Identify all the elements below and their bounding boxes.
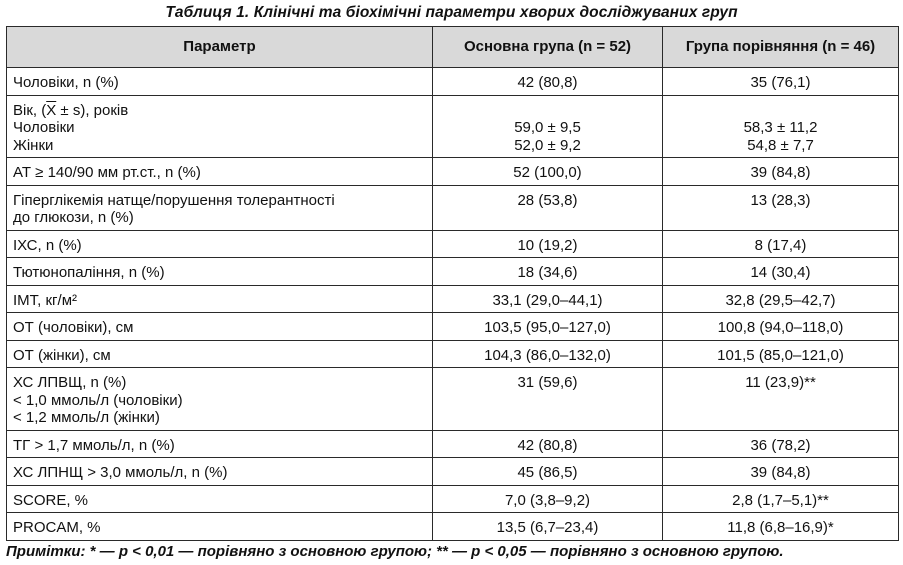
param-cell [7,158,433,186]
main-value-cell [433,285,663,313]
table-row [7,68,899,96]
param-text: < 1,2 ммоль/л (жінки) [13,409,160,426]
comparison-value-cell [663,258,899,286]
comparison-value: 100,8 (94,0–118,0) [717,319,844,336]
comparison-value-cell [663,185,899,230]
age-suffix: ± s), років [56,101,129,119]
comparison-value: 11,8 (6,8–16,9)* [727,519,834,536]
table-row [7,430,899,458]
param-cell [7,368,433,431]
param-cell [7,68,433,96]
comparison-value: 101,5 (85,0–121,0) [717,346,844,364]
param-cell [7,230,433,258]
main-value-cell [433,313,663,341]
table-row [7,458,899,486]
main-value: 104,3 (86,0–132,0) [484,346,611,364]
table-row [7,95,899,158]
param-text: Чоловіки, n (%) [13,74,119,91]
param-text: Жінки [13,136,54,154]
param-cell [7,340,433,368]
param-cell [7,185,433,230]
param-text: ХС ЛПВЩ, n (%) [13,374,127,391]
table-row [7,513,899,541]
table-caption: Таблиця 1. Клінічні та біохімічні параметри хворих досліджуваних груп [165,4,738,21]
comparison-value: 54,8 ± 7,7 [747,136,814,154]
main-value-cell [433,68,663,96]
param-cell [7,458,433,486]
table-row [7,313,899,341]
comparison-value: 8 (17,4) [754,236,807,254]
main-value: 59,0 ± 9,5 [514,119,581,136]
param-text: ТГ > 1,7 ммоль/л, n (%) [13,436,175,454]
mean-symbol: $\overline{X}$ [46,101,57,119]
main-value: 45 (86,5) [517,464,578,481]
param-text: Чоловіки [13,119,75,136]
comparison-value: 36 (78,2) [750,436,811,454]
main-value-cell [433,95,663,158]
comparison-value: 35 (76,1) [750,74,811,91]
table-header-row [7,27,899,68]
comparison-value-cell [663,458,899,486]
comparison-value-cell [663,368,899,431]
table-notes: Примітки: * — p < 0,01 — порівняно з основною групою; ** — p < 0,05 — порівняно з основною групою. [6,543,784,560]
comparison-value: 32,8 (29,5–42,7) [725,291,836,309]
param-text: ОТ (жінки), см [13,346,111,364]
param-text: ІМТ, кг/м² [13,291,78,309]
param-text: ХС ЛПНЩ > 3,0 ммоль/л, n (%) [13,464,228,481]
main-value-cell [433,430,663,458]
comparison-value-cell [663,95,899,158]
main-value-cell [433,485,663,513]
comparison-value-cell [663,68,899,96]
main-value-cell [433,513,663,541]
comparison-value: 39 (84,8) [750,464,811,481]
comparison-value-cell [663,513,899,541]
comparison-value: 58,3 ± 11,2 [743,119,818,136]
comparison-value-cell [663,485,899,513]
main-value: 10 (19,2) [517,236,578,254]
table-row [7,340,899,368]
comparison-value-cell [663,230,899,258]
param-text: АТ ≥ 140/90 мм рт.ст., n (%) [13,164,201,181]
param-cell [7,313,433,341]
comparison-value-cell [663,313,899,341]
main-value: 42 (80,8) [517,436,578,454]
clinical-parameters-table [6,26,899,541]
table-row [7,258,899,286]
main-value-cell [433,340,663,368]
main-value: 33,1 (29,0–44,1) [492,291,603,309]
comparison-value-cell [663,285,899,313]
main-value: 18 (34,6) [517,264,578,281]
param-cell [7,95,433,158]
main-value-cell [433,458,663,486]
comparison-value-cell [663,430,899,458]
main-value-cell [433,230,663,258]
main-value: 52,0 ± 9,2 [514,136,581,154]
table-row [7,285,899,313]
comparison-value-cell [663,158,899,186]
param-text: ОТ (чоловіки), см [13,319,134,336]
comparison-value: 13 (28,3) [750,191,811,209]
comparison-value: 2,8 (1,7–5,1)** [732,491,829,509]
main-value: 7,0 (3,8–9,2) [504,491,591,509]
table-row [7,485,899,513]
table-row [7,368,899,431]
header-main-group: Основна група (n = 52) [433,27,663,68]
table-row [7,185,899,230]
param-text: PROCAM, % [13,519,101,536]
param-text: ІХС, n (%) [13,236,82,254]
table-row [7,230,899,258]
header-comparison-group: Група порівняння (n = 46) [663,27,899,68]
main-value-cell [433,258,663,286]
param-cell [7,430,433,458]
main-value-cell [433,185,663,230]
main-value: 52 (100,0) [513,164,582,181]
param-cell [7,258,433,286]
main-value: 103,5 (95,0–127,0) [484,319,611,336]
main-value: 28 (53,8) [517,191,578,209]
table-row [7,158,899,186]
main-value-cell [433,158,663,186]
age-prefix: Вік, ( [13,101,47,119]
main-value: 13,5 (6,7–23,4) [496,519,599,536]
param-text: до глюкози, n (%) [13,209,134,226]
main-value: 31 (59,6) [517,374,578,391]
param-text: SCORE, % [13,491,89,509]
main-value: 42 (80,8) [517,74,578,91]
param-text: < 1,0 ммоль/л (чоловіки) [13,391,183,409]
comparison-value: 11 (23,9)** [745,374,816,391]
comparison-value: 39 (84,8) [750,164,811,181]
param-text: Гіперглікемія натще/порушення толерантності [13,191,335,209]
param-text: Тютюнопаління, n (%) [13,264,165,281]
param-text-age [13,102,426,120]
param-cell [7,485,433,513]
comparison-value-cell [663,340,899,368]
header-parameter: Параметр [7,27,433,68]
comparison-value: 14 (30,4) [750,264,811,281]
main-value-cell [433,368,663,431]
param-cell [7,285,433,313]
param-cell [7,513,433,541]
